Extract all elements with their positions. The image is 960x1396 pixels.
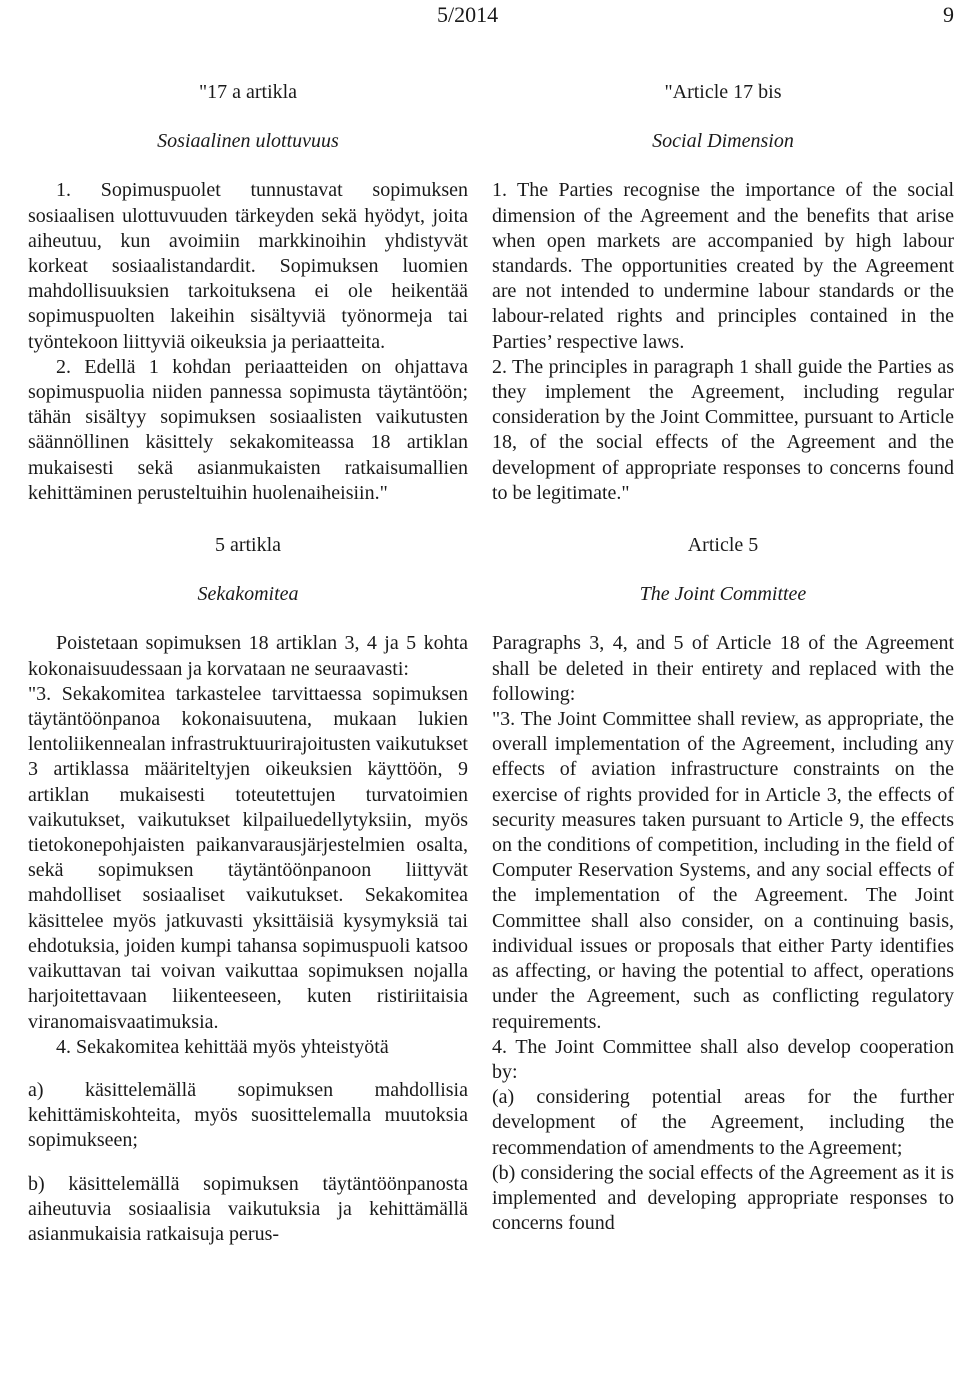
article-5-title-fi: 5 artikla [214, 534, 282, 557]
article-5-subtitle-en: The Joint Committee [639, 583, 807, 606]
issue-number: 5/2014 [437, 2, 499, 27]
article-5-title-en: Article 5 [687, 534, 759, 557]
article-17-subtitle-fi: Sosiaalinen ulottuvuus [157, 130, 339, 153]
english-column [492, 80, 954, 1236]
list-item-b-fi: b) käsittelemällä sopimuksen täytäntöönpanosta aiheutuvia sosiaalisia vaikutuksia ja kehittämällä asianmukaisia ratkaisuja perus- [28, 1172, 468, 1245]
page-number: 9 [943, 2, 954, 27]
list-item-a-fi: a) käsittelemällä sopimuksen mahdollisia kehittämiskohteita, myös suosittelemalla muutoksia sopimukseen; [28, 1078, 468, 1152]
article-17-paragraph-1-fi: 1. Sopimuspuolet tunnustavat sopimuksen sosiaalisen ulottuvuuden tärkeyden sekä hyödyt, joita aiheutuu, kun avoimiin markkinoihin yhdistyvät korkeat sosiaalistandardit. Sopimuksen luomien mahdollisuuksien tarkoituksena ei ole heikentää sopimuspuolten lakeihin sisältyviä työnormeja tai työntekoon liittyviä oikeuksia ja periaatteita. [28, 179, 468, 353]
article-5-paragraph-1-en: Paragraphs 3, 4, and 5 of Article 18 of the Agreement shall be deleted in their entirety and replaced with the following: [492, 632, 954, 705]
finnish-column [28, 80, 468, 1247]
list-item-a-en: (a) considering potential areas for the further development of the Agreement, including the recommendation of amendments to the Agreement; [492, 1086, 954, 1159]
article-5-subtitle-fi: Sekakomitea [197, 583, 299, 606]
article-17-title-en: "Article 17 bis [664, 81, 782, 103]
article-5-paragraph-3-en: 4. The Joint Committee shall also develop cooperation by: [492, 1035, 954, 1083]
article-5-paragraph-1-fi: Poistetaan sopimuksen 18 artiklan 3, 4 ja 5 kohta kokonaisuudessaan ja korvataan ne seuraavasti: [28, 632, 468, 680]
article-17-subtitle-en: Social Dimension [652, 130, 794, 153]
article-17-paragraph-2-fi: 2. Edellä 1 kohdan periaatteiden on ohjattava sopimuspuolia niiden pannessa sopimusta täytäntöön; tähän sisältyy sopimuksen sosiaalisten vaikutusten säännöllinen käsittely sekakomiteassa 18 artiklan mukaisesti sekä asianmukaisten ratkaisumallien kehittäminen perusteltuihin huolenaiheisiin." [28, 355, 468, 504]
article-5-paragraph-2-en: "3. The Joint Committee shall review, as appropriate, the overall implementation of the Agreement, including any effects of aviation infrastructure constraints on the exercise of rights provided for in Article 3, the effects of security measures taken pursuant to Article 9, the effects on the conditions of competition, including in the field of Computer Reservation Systems, and any social effects of the implementation of the Agreement. The Joint Committee shall also consider, on a continuing basis, individual issues or proposals that either Party identifies as affecting, or having the potential to affect, operations under the Agreement, such as conflicting regulatory requirements. [492, 708, 954, 1033]
article-17-title-fi: "17 a artikla [198, 81, 298, 103]
list-item-b-en: (b) considering the social effects of the Agreement as it is implemented and developing appropriate responses to concerns found [492, 1161, 954, 1235]
page-header [0, 0, 960, 36]
article-5-paragraph-2-fi: "3. Sekakomitea tarkastelee tarvittaessa sopimuksen täytäntöönpanoa kokonaisuutena, mukaan lukien lentoliikennealan infrastruktuurirajoitusten vaikutukset 3 artiklassa määriteltyjen oikeuksien käyttöön, 9 artiklan mukaisesti toteutettujen turvatoimien vaikutukset, vaikutukset kilpailuedellytyksiin, myös tietokonepohjaisten paikanvarausjärjestelmien osalta, sekä sopimuksen täytäntöönpanoon liittyvät mahdolliset sosiaaliset vaikutukset. Sekakomitea käsittelee myös jatkuvasti yksittäisiä kysymyksiä tai ehdotuksia, joiden kumpi tahansa sopimuspuoli katsoo vaikuttavan tai voivan vaikuttaa sopimuksen nojalla harjoitettavaan liikenteeseen, kuten ristiriitaisia viranomaisvaatimuksia. [28, 682, 468, 1033]
article-17-paragraph-1-en: 1. The Parties recognise the importance of the social dimension of the Agreement and the benefits that arise when open markets are accompanied by high labour standards. The opportunities created by the Agreement are not intended to undermine labour standards or the labour-related rights and principles contained in the Parties’ respective laws. [492, 179, 954, 353]
article-5-paragraph-3-fi: 4. Sekakomitea kehittää myös yhteistyötä [56, 1035, 389, 1058]
article-17-paragraph-2-en: 2. The principles in paragraph 1 shall guide the Parties as they implement the Agreement, including regular consideration by the Joint Committee, pursuant to Article 18, of the social effects of the Agreement and the development of appropriate responses to concerns found to be legitimate." [492, 355, 954, 504]
